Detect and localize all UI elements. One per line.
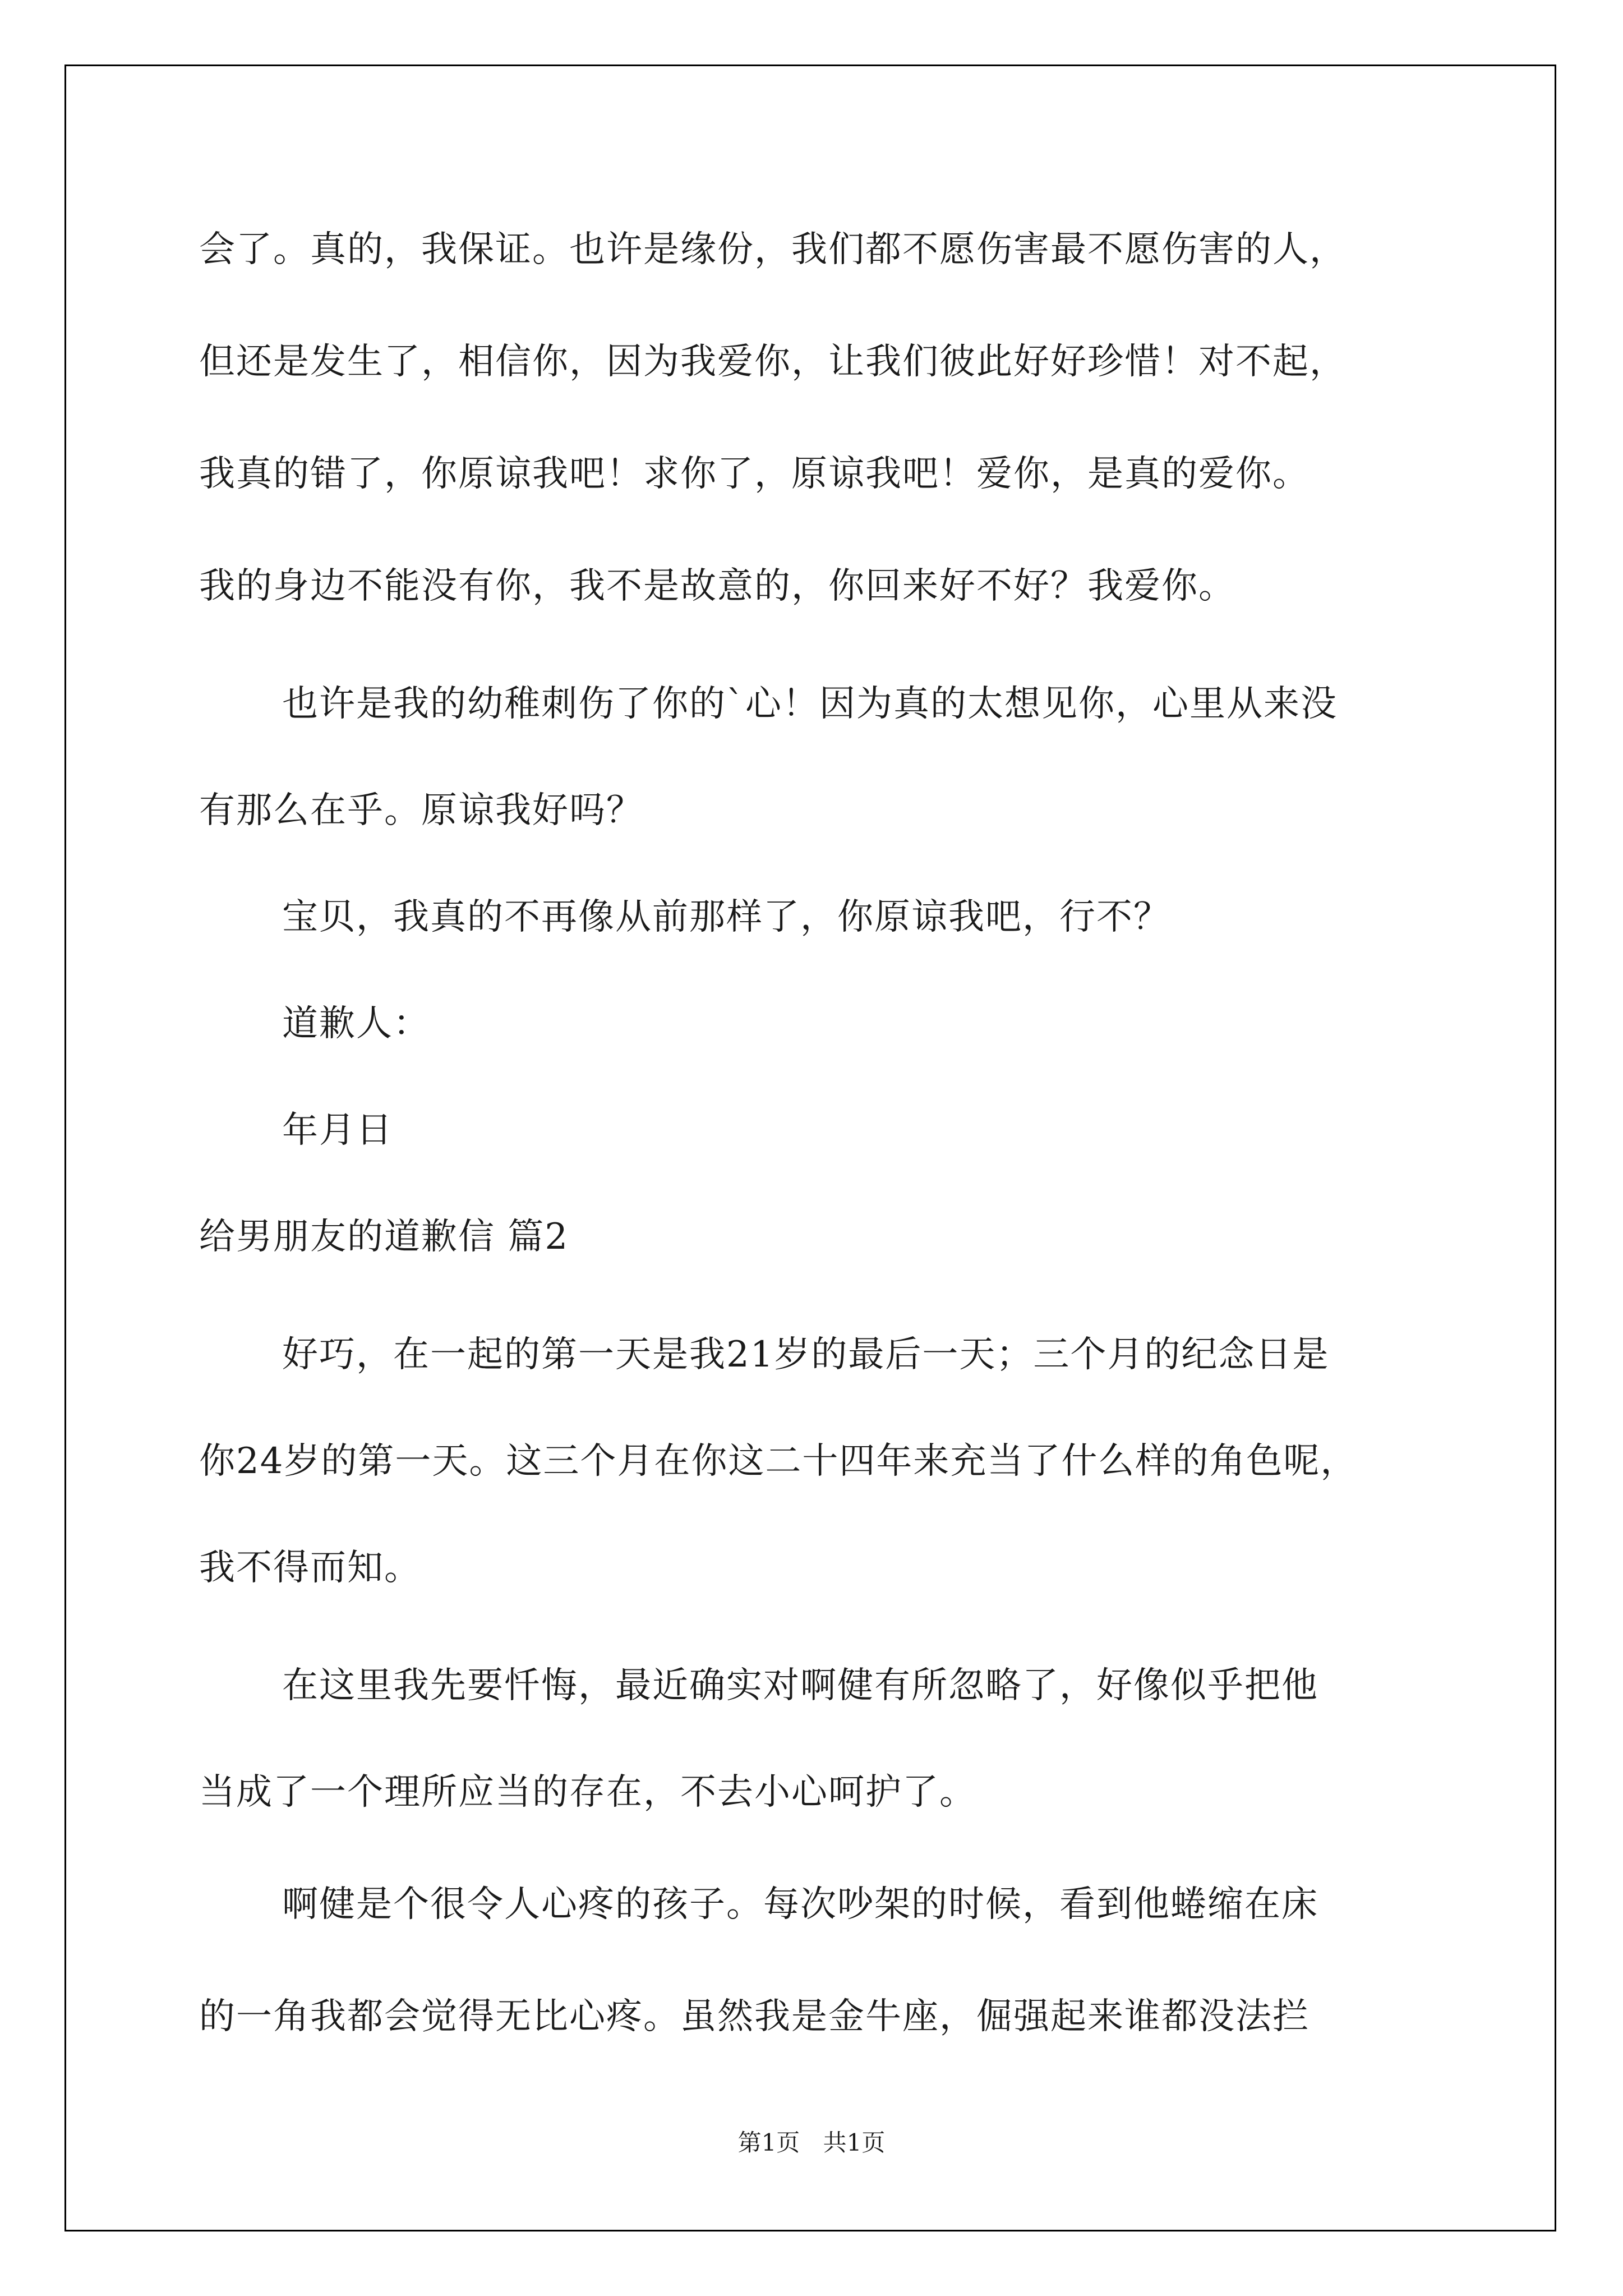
paragraph-line: 的一角我都会觉得无比心疼。虽然我是金牛座，倔强起来谁都没法拦 xyxy=(199,1996,1310,2037)
paragraph-line: 好巧，在一起的第一天是我21岁的最后一天；三个月的纪念日是 xyxy=(282,1334,1330,1375)
paragraph-line: 但还是发生了，相信你，因为我爱你，让我们彼此好好珍惜！对不起， xyxy=(199,341,1347,383)
date-label: 年月日 xyxy=(282,1110,393,1151)
paragraph-line: 也许是我的幼稚刺伤了你的`心！因为真的太想见你，心里从来没 xyxy=(282,683,1338,725)
paragraph-line: 有那么在乎。原谅我好吗？ xyxy=(199,790,643,831)
signature-label: 道歉人： xyxy=(282,1003,430,1045)
paragraph-line: 在这里我先要忏悔，最近确实对啊健有所忽略了，好像似乎把他 xyxy=(282,1665,1318,1706)
section-heading: 给男朋友的道歉信 篇2 xyxy=(199,1216,569,1258)
paragraph-line: 宝贝，我真的不再像从前那样了，你原谅我吧，行不？ xyxy=(282,896,1170,938)
paragraph-line: 我真的错了，你原谅我吧！求你了，原谅我吧！爱你，是真的爱你。 xyxy=(199,453,1310,495)
page-number: 第1页 xyxy=(737,2129,800,2156)
paragraph-line: 当成了一个理所应当的存在，不去小心呵护了。 xyxy=(199,1772,976,1813)
paragraph-line: 啊健是个很令人心疼的孩子。每次吵架的时候，看到他蜷缩在床 xyxy=(282,1884,1318,1925)
paragraph-line: 我不得而知。 xyxy=(199,1547,421,1589)
page-total: 共1页 xyxy=(823,2129,886,2156)
page-footer xyxy=(0,2129,1623,2157)
paragraph-line: 会了。真的，我保证。也许是缘份，我们都不愿伤害最不愿伤害的人， xyxy=(199,229,1347,270)
paragraph-line: 我的身边不能没有你，我不是故意的，你回来好不好？我爱你。 xyxy=(199,565,1235,607)
paragraph-line: 你24岁的第一天。这三个月在你这二十四年来充当了什么样的角色呢， xyxy=(199,1441,1358,1482)
